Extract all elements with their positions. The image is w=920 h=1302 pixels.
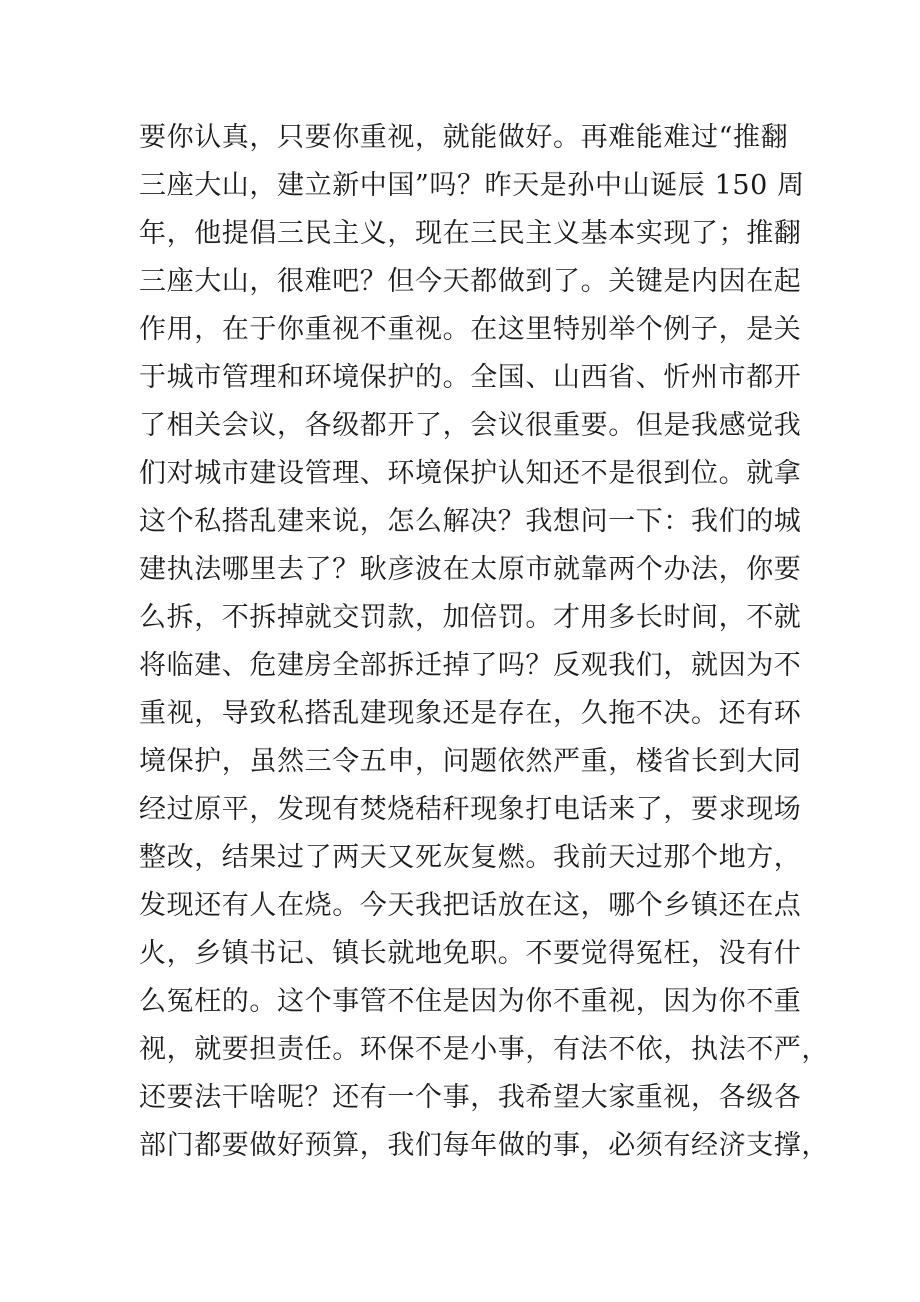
text-line: 部门都要做好预算，我们每年做的事，必须有经济支撑，: [139, 1130, 829, 1161]
text-line: 三座大山，建立新中国”吗？昨天是孙中山诞辰 150 周: [139, 170, 805, 201]
text-line: 年，他提倡三民主义，现在三民主义基本实现了；推翻: [139, 218, 802, 249]
text-line: 建执法哪里去了？耿彦波在太原市就靠两个办法，你要: [139, 554, 802, 585]
text-line: 整改，结果过了两天又死灰复燃。我前天过那个地方，: [139, 842, 802, 873]
text-line: 重视，导致私搭乱建现象还是存在，久拖不决。还有环: [139, 698, 802, 729]
text-line: 还要法干啥呢？还有一个事，我希望大家重视，各级各: [139, 1082, 802, 1113]
text-line: 要你认真，只要你重视，就能做好。再难能难过“推翻: [139, 122, 789, 153]
text-line: 作用，在于你重视不重视。在这里特别举个例子，是关: [139, 314, 802, 345]
text-line: 这个私搭乱建来说，怎么解决？我想问一下：我们的城: [139, 506, 802, 537]
text-line: 于城市管理和环境保护的。全国、山西省、忻州市都开: [139, 362, 802, 393]
text-line: 么拆，不拆掉就交罚款，加倍罚。才用多长时间，不就: [139, 602, 802, 633]
text-line: 发现还有人在烧。今天我把话放在这，哪个乡镇还在点: [139, 890, 802, 921]
text-line: 三座大山，很难吧？但今天都做到了。关键是内因在起: [139, 266, 802, 297]
text-line: 视，就要担责任。环保不是小事，有法不依，执法不严，: [139, 1034, 829, 1065]
text-line: 么冤枉的。这个事管不住是因为你不重视，因为你不重: [139, 986, 802, 1017]
text-line: 了相关会议，各级都开了，会议很重要。但是我感觉我: [139, 410, 802, 441]
text-line: 们对城市建设管理、环境保护认知还不是很到位。就拿: [139, 458, 802, 489]
text-line: 火，乡镇书记、镇长就地免职。不要觉得冤枉，没有什: [139, 938, 802, 969]
body-text: [139, 114, 829, 1170]
text-line: 将临建、危建房全部拆迁掉了吗？反观我们，就因为不: [139, 650, 802, 681]
text-line: 境保护，虽然三令五申，问题依然严重，楼省长到大同: [139, 746, 802, 777]
text-line: 经过原平，发现有焚烧秸秆现象打电话来了，要求现场: [139, 794, 802, 825]
